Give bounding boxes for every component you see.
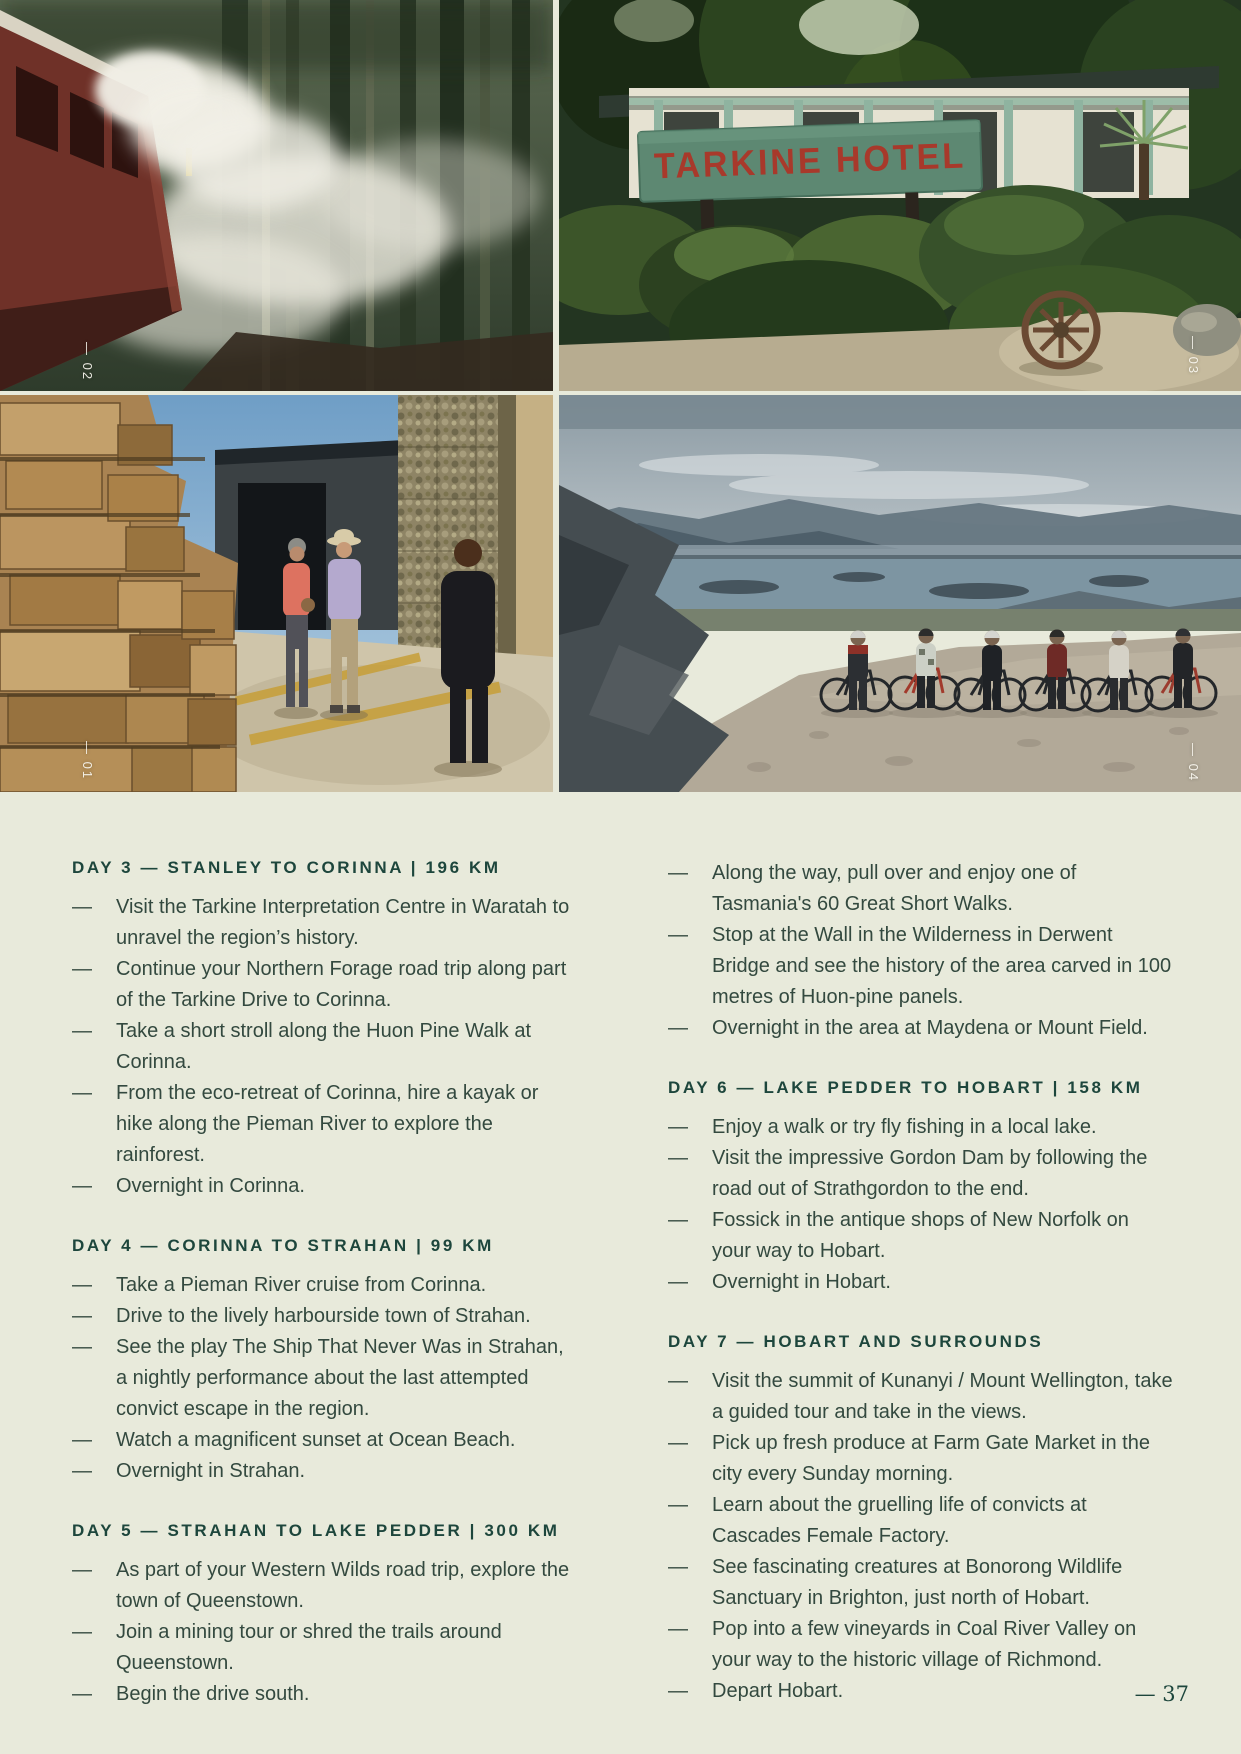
bullet-dash: — <box>668 1432 688 1454</box>
itinerary-item <box>72 892 577 954</box>
bullet-dash: — <box>668 1494 688 1516</box>
bullet-dash: — <box>72 1336 92 1358</box>
itinerary-section <box>668 1332 1173 1707</box>
photo-bikers <box>559 395 1241 792</box>
itinerary-item <box>668 1366 1173 1428</box>
itinerary-item-text: Pop into a few vineyards in Coal River Valley on your way to the historic village of Richmond. <box>712 1618 1137 1671</box>
itinerary-list <box>668 1112 1173 1298</box>
itinerary-item-text: Drive to the lively harbourside town of Strahan. <box>116 1305 531 1327</box>
itinerary-item-text: Along the way, pull over and enjoy one of Tasmania's 60 Great Short Walks. <box>712 862 1077 915</box>
itinerary-item-text: Pick up fresh produce at Farm Gate Market in the city every Sunday morning. <box>712 1432 1150 1485</box>
itinerary-section <box>668 858 1173 1044</box>
photo-index-label: — 04 <box>1186 742 1201 782</box>
bullet-dash: — <box>72 1683 92 1705</box>
photo-ruins <box>0 395 553 792</box>
bullet-dash: — <box>72 896 92 918</box>
itinerary-list <box>668 1366 1173 1707</box>
bullet-dash: — <box>668 1370 688 1392</box>
bullet-dash: — <box>72 1175 92 1197</box>
itinerary-item-text: Stop at the Wall in the Wilderness in Derwent Bridge and see the history of the area carved in 100 metres of Huon-pine panels. <box>712 924 1172 1008</box>
itinerary-item <box>72 1171 577 1202</box>
bullet-dash: — <box>668 1147 688 1169</box>
day-heading: DAY 4 — CORINNA TO STRAHAN | 99 KM <box>72 1236 494 1255</box>
bullet-dash: — <box>668 1556 688 1578</box>
bullet-dash: — <box>668 1271 688 1293</box>
itinerary-item-text: Watch a magnificent sunset at Ocean Beach. <box>116 1429 516 1451</box>
photo-train-image <box>0 0 553 391</box>
itinerary-item <box>668 858 1173 920</box>
itinerary-item <box>668 1267 1173 1298</box>
itinerary-item <box>668 1205 1173 1267</box>
itinerary-item-text: Enjoy a walk or try fly fishing in a local lake. <box>712 1116 1097 1138</box>
itinerary-list <box>72 1555 577 1710</box>
itinerary-list <box>72 1270 577 1487</box>
itinerary-item <box>72 1016 577 1078</box>
itinerary-item <box>668 1614 1173 1676</box>
itinerary-item <box>668 1676 1173 1707</box>
photo-grid <box>0 0 1241 792</box>
itinerary-item <box>72 1425 577 1456</box>
itinerary-item-text: Learn about the gruelling life of convicts at Cascades Female Factory. <box>712 1494 1087 1547</box>
day-heading: DAY 5 — STRAHAN TO LAKE PEDDER | 300 KM <box>72 1521 560 1540</box>
photo-train <box>0 0 553 391</box>
bullet-dash: — <box>72 1559 92 1581</box>
itinerary-item-text: Visit the summit of Kunanyi / Mount Wellington, take a guided tour and take in the views. <box>712 1370 1173 1423</box>
bullet-dash: — <box>668 1017 688 1039</box>
itinerary-list <box>72 892 577 1202</box>
bullet-dash: — <box>72 1429 92 1451</box>
itinerary-item <box>72 1679 577 1710</box>
itinerary-item <box>72 1332 577 1425</box>
itinerary-item-text: Join a mining tour or shred the trails around Queenstown. <box>116 1621 502 1674</box>
photo-tarkine-hotel <box>559 0 1241 391</box>
day-heading: DAY 7 — HOBART AND SURROUNDS <box>668 1332 1044 1351</box>
bullet-dash: — <box>72 1460 92 1482</box>
itinerary-item <box>72 1270 577 1301</box>
bullet-dash: — <box>668 1209 688 1231</box>
bullet-dash: — <box>668 1618 688 1640</box>
itinerary-section <box>72 1521 577 1710</box>
itinerary-item-text: Overnight in Hobart. <box>712 1271 891 1293</box>
itinerary-item <box>668 1490 1173 1552</box>
itinerary-item <box>72 1078 577 1171</box>
itinerary-section <box>72 858 577 1202</box>
itinerary-item <box>668 920 1173 1013</box>
bullet-dash: — <box>668 1680 688 1702</box>
bullet-dash: — <box>668 924 688 946</box>
page-number: — 37 <box>1134 1682 1189 1706</box>
photo-index-label: — 02 <box>80 341 95 381</box>
itinerary-item-text: See the play The Ship That Never Was in Strahan, a nightly performance about the last attempted convict escape in the region. <box>116 1336 564 1420</box>
bullet-dash: — <box>72 1020 92 1042</box>
itinerary-item-text: Depart Hobart. <box>712 1680 844 1702</box>
day-heading: DAY 6 — LAKE PEDDER TO HOBART | 158 KM <box>668 1078 1143 1097</box>
itinerary-item-text: As part of your Western Wilds road trip, explore the town of Queenstown. <box>116 1559 570 1612</box>
bullet-dash: — <box>72 958 92 980</box>
itinerary-item-text: Take a short stroll along the Huon Pine Walk at Corinna. <box>116 1020 532 1073</box>
itinerary-item <box>668 1013 1173 1044</box>
itinerary-item-text: Take a Pieman River cruise from Corinna. <box>116 1274 487 1296</box>
photo-ruins-image <box>0 395 553 792</box>
itinerary-item <box>72 1301 577 1332</box>
itinerary-item-text: See fascinating creatures at Bonorong Wildlife Sanctuary in Brighton, just north of Hobart. <box>712 1556 1123 1609</box>
itinerary-column-right <box>668 858 1173 1707</box>
itinerary-item <box>72 954 577 1016</box>
itinerary-item-text: Overnight in the area at Maydena or Mount Field. <box>712 1017 1148 1039</box>
hotel-sign-text: TARKINE HOTEL <box>653 133 983 187</box>
itinerary-item-text: Overnight in Corinna. <box>116 1175 305 1197</box>
photo-bikers-image <box>559 395 1241 792</box>
bullet-dash: — <box>668 862 688 884</box>
day-heading: DAY 3 — STANLEY TO CORINNA | 196 KM <box>72 858 501 877</box>
itinerary-item-text: From the eco-retreat of Corinna, hire a kayak or hike along the Pieman River to explore the rainforest. <box>116 1082 539 1166</box>
itinerary-item-text: Begin the drive south. <box>116 1683 310 1705</box>
bullet-dash: — <box>668 1116 688 1138</box>
photo-hotel-image <box>559 0 1241 391</box>
photo-index-label: — 01 <box>80 740 95 780</box>
photo-index-label: — 03 <box>1186 335 1201 375</box>
itinerary-section <box>668 1078 1173 1298</box>
itinerary-item <box>668 1112 1173 1143</box>
itinerary-item-text: Fossick in the antique shops of New Norfolk on your way to Hobart. <box>712 1209 1129 1262</box>
itinerary-list <box>668 858 1173 1044</box>
itinerary-item <box>72 1617 577 1679</box>
itinerary-item-text: Overnight in Strahan. <box>116 1460 305 1482</box>
itinerary-column-left <box>72 858 577 1710</box>
itinerary-item-text: Visit the impressive Gordon Dam by following the road out of Strathgordon to the end. <box>712 1147 1148 1200</box>
itinerary-item <box>668 1143 1173 1205</box>
itinerary-item-text: Visit the Tarkine Interpretation Centre in Waratah to unravel the region’s history. <box>116 896 570 949</box>
itinerary-item <box>72 1456 577 1487</box>
itinerary-item <box>72 1555 577 1617</box>
itinerary-item <box>668 1552 1173 1614</box>
bullet-dash: — <box>72 1621 92 1643</box>
bullet-dash: — <box>72 1082 92 1104</box>
itinerary-item <box>668 1428 1173 1490</box>
bullet-dash: — <box>72 1305 92 1327</box>
itinerary-section <box>72 1236 577 1487</box>
bullet-dash: — <box>72 1274 92 1296</box>
itinerary-item-text: Continue your Northern Forage road trip along part of the Tarkine Drive to Corinna. <box>116 958 567 1011</box>
